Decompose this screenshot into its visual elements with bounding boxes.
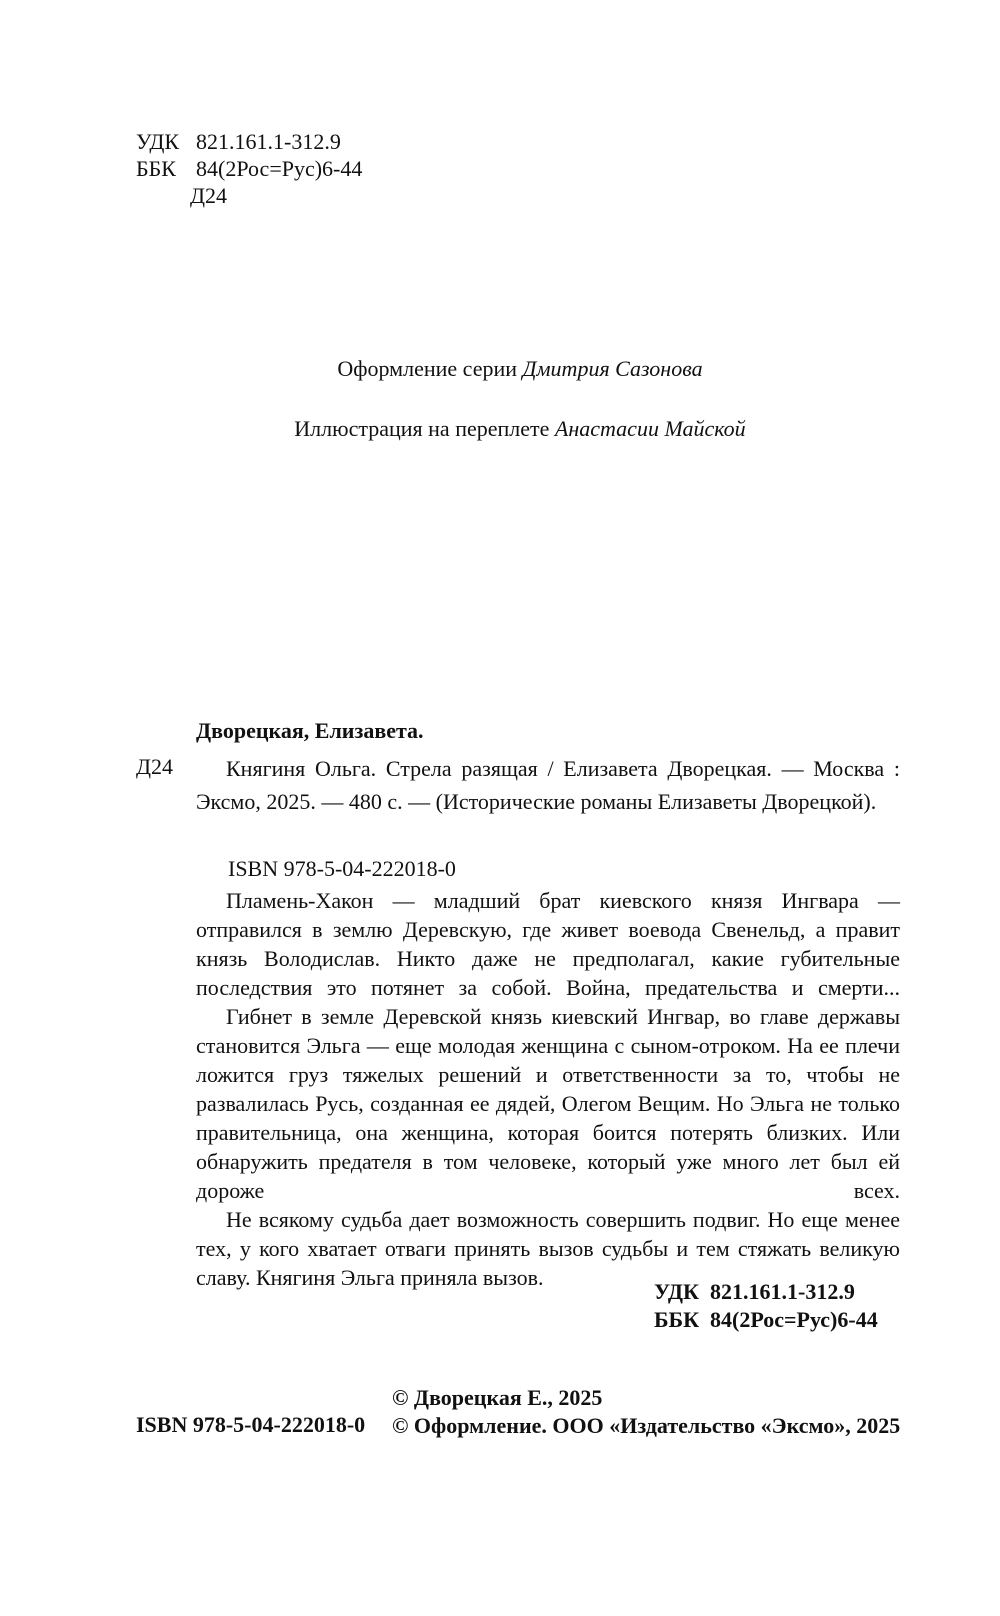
series-designer-name: Дмитрия Сазонова xyxy=(522,356,703,381)
copyright-design: © Оформление. ООО «Издательство «Эксмо», 2025 xyxy=(392,1413,901,1438)
copyright-author: © Дворецкая Е., 2025 xyxy=(392,1385,603,1410)
copyright-block xyxy=(392,1384,900,1440)
bottom-udk-value: 821.161.1-312.9 xyxy=(710,1279,855,1304)
top-bbk-line xyxy=(136,155,362,182)
bottom-bbk-label: ББК xyxy=(654,1307,700,1332)
top-udk-line xyxy=(136,128,362,155)
bibliographic-heading: Дворецкая, Елизавета. xyxy=(196,718,424,743)
illustrator-name: Анастасии Майской xyxy=(554,416,746,441)
footer-isbn: ISBN 978-5-04-222018-0 xyxy=(136,1412,366,1437)
annotation-paragraph: Гибнет в земле Деревской князь киевский Ингвар, во главе державы становится Эльга — еще молодая женщина с сыном-отроком. На ее плечи ложится груз тяжелых решений и ответственности за то, чтобы не развалилась Русь, созданная ее дядей, Олегом Вещим. Но Эльга не только правительница, она женщина, которая боится потерять близких. Или обнаружить предателя в том человеке, который уже много лет был ей дороже всех. xyxy=(196,1004,900,1203)
cover-illustration-credit xyxy=(0,416,1000,442)
top-bbk-label: ББК xyxy=(136,156,176,181)
annotation xyxy=(196,886,900,1292)
bottom-udk-line xyxy=(654,1278,878,1306)
top-udk-label: УДК xyxy=(136,129,180,154)
top-udk-value: 821.161.1-312.9 xyxy=(196,129,341,154)
annotation-paragraph: Пламень-Хакон — младший брат киевского князя Ингвара — отправился в землю Деревскую, где живет воевода Свенельд, а правит князь Володислав. Никто даже не предполагал, какие губительные последствия это потянет за собой. Война, предательства и смерти... xyxy=(196,888,900,1000)
top-author-mark: Д24 xyxy=(190,183,228,208)
bibliographic-entry-text: Княгиня Ольга. Стрела разящая / Елизавета Дворецкая. — Москва : Эксмо, 2025. — 480 с. — (Исторические романы Елизаветы Дворецкой). xyxy=(196,756,900,814)
top-classification-block xyxy=(136,128,362,209)
bibliographic-isbn: ISBN 978-5-04-222018-0 xyxy=(228,856,456,881)
bottom-bbk-line xyxy=(654,1306,878,1334)
bottom-bbk-value: 84(2Рос=Рус)6-44 xyxy=(710,1307,878,1332)
series-design-credit xyxy=(0,356,1000,382)
bottom-classification-block xyxy=(654,1278,878,1334)
bottom-udk-label: УДК xyxy=(654,1279,700,1304)
series-design-prefix: Оформление серии xyxy=(337,356,518,381)
illustration-prefix: Иллюстрация на переплете xyxy=(294,416,550,441)
bibliographic-author-mark: Д24 xyxy=(136,754,174,779)
annotation-paragraph: Не всякому судьба дает возможность совершить подвиг. Но еще менее тех, у кого хватает отваги принять вызов судьбы и тем стяжать великую славу. Княгиня Эльга приняла вызов. xyxy=(196,1207,900,1290)
bibliographic-entry xyxy=(196,752,900,818)
top-bbk-value: 84(2Рос=Рус)6-44 xyxy=(196,156,363,181)
